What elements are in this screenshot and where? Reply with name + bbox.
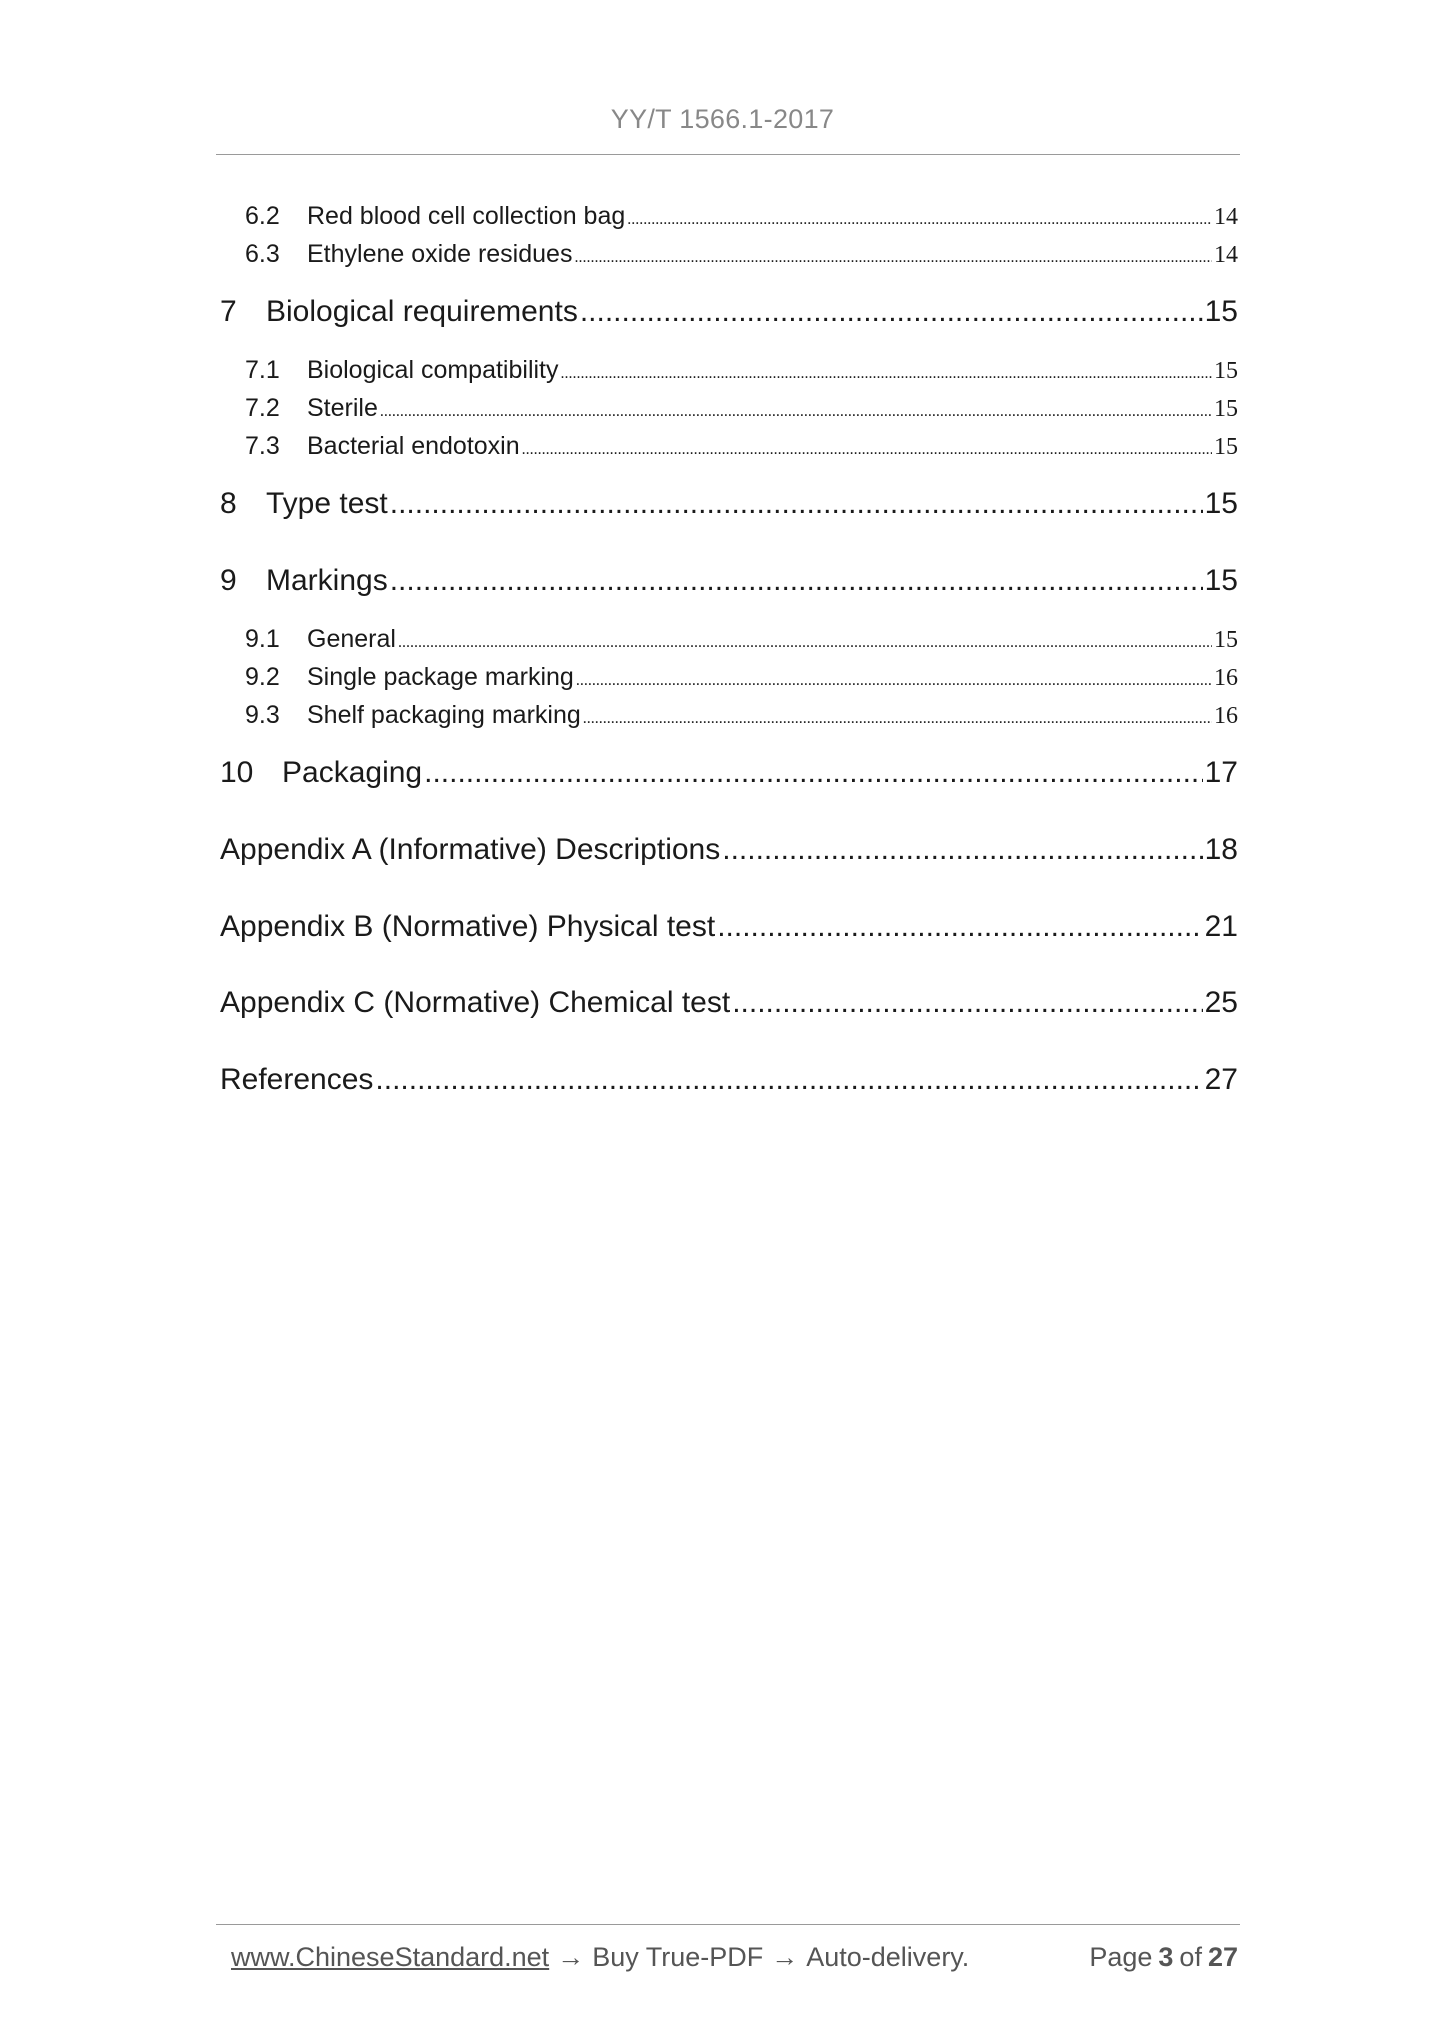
toc-entry-number: 9.2 — [245, 663, 280, 691]
toc-entry[interactable] — [220, 564, 1238, 598]
toc-entry-page: 15 — [1204, 295, 1238, 328]
page-total: 27 — [1207, 1942, 1238, 1972]
toc-entry-number: 7 — [220, 295, 237, 328]
toc-entry[interactable] — [245, 432, 1238, 461]
buy-pdf-text: Buy True-PDF — [592, 1942, 764, 1972]
toc-leader-dots — [732, 986, 1202, 1020]
toc-entry-number: 8 — [220, 487, 237, 520]
page-current: 3 — [1158, 1942, 1174, 1972]
toc-entry-number: 9.1 — [245, 625, 280, 653]
toc-entry-page: 17 — [1204, 756, 1238, 789]
arrow-right-icon: → — [557, 1942, 585, 1972]
toc-entry-label: Single package marking — [307, 663, 574, 691]
toc-leader-dots — [398, 625, 1212, 654]
toc-entry-label: Packaging — [282, 756, 423, 789]
toc-leader-dots — [375, 1063, 1202, 1097]
toc-entry-page: 15 — [1214, 396, 1238, 422]
toc-entry-label: Sterile — [307, 394, 378, 422]
toc-entry[interactable] — [245, 202, 1238, 231]
toc-entry-number: 7.1 — [245, 356, 280, 384]
footer-divider — [216, 1924, 1240, 1925]
toc-entry-label: Biological compatibility — [307, 356, 559, 384]
toc-entry[interactable] — [245, 240, 1238, 269]
toc-entry-label: General — [307, 625, 396, 653]
header-divider — [216, 154, 1240, 155]
toc-entry-label: Ethylene oxide residues — [307, 240, 573, 268]
toc-entry-label: Appendix B (Normative) Physical test — [220, 910, 716, 943]
toc-entry-label: Red blood cell collection bag — [307, 202, 626, 230]
toc-entry-page: 15 — [1204, 487, 1238, 520]
toc-entry[interactable] — [245, 625, 1238, 654]
toc-entry[interactable] — [220, 833, 1238, 867]
website-link[interactable]: www.ChineseStandard.net — [231, 1942, 550, 1972]
toc-entry-number: 9.3 — [245, 701, 280, 729]
toc-entry-page: 27 — [1204, 1063, 1238, 1096]
toc-leader-dots — [574, 240, 1212, 269]
page-word: Page — [1089, 1942, 1153, 1972]
toc-entry-page: 14 — [1214, 204, 1238, 230]
toc-leader-dots — [583, 701, 1212, 730]
toc-entry-page: 21 — [1204, 910, 1238, 943]
toc-entry-number: 7.3 — [245, 432, 280, 460]
toc-entry[interactable] — [245, 663, 1238, 692]
toc-entry-label: Bacterial endotoxin — [307, 432, 520, 460]
toc-leader-dots — [380, 394, 1212, 423]
toc-entry-number: 10 — [220, 756, 254, 789]
toc-leader-dots — [522, 432, 1212, 461]
document-code-header: YY/T 1566.1-2017 — [610, 104, 835, 134]
of-word: of — [1179, 1942, 1202, 1972]
toc-entry-page: 15 — [1214, 434, 1238, 460]
toc-entry-label: Appendix A (Informative) Descriptions — [220, 833, 721, 866]
page-indicator — [1083, 1942, 1238, 1973]
toc-leader-dots — [424, 756, 1203, 790]
toc-entry[interactable] — [220, 487, 1238, 521]
toc-entry-number: 6.3 — [245, 240, 280, 268]
toc-entry-page: 15 — [1204, 564, 1238, 597]
toc-leader-dots — [717, 910, 1202, 944]
toc-entry[interactable] — [245, 701, 1238, 730]
toc-entry[interactable] — [220, 756, 1238, 790]
toc-entry-number: 6.2 — [245, 202, 280, 230]
toc-entry[interactable] — [245, 394, 1238, 423]
toc-entry-page: 25 — [1204, 986, 1238, 1019]
toc-entry-label: Type test — [266, 487, 388, 520]
toc-entry[interactable] — [220, 1063, 1238, 1097]
toc-entry[interactable] — [220, 910, 1238, 944]
toc-entry-number: 7.2 — [245, 394, 280, 422]
toc-entry-label: References — [220, 1063, 374, 1096]
toc-leader-dots — [561, 356, 1212, 385]
auto-delivery-text: Auto-delivery. — [806, 1942, 970, 1972]
toc-entry-page: 14 — [1214, 242, 1238, 268]
toc-leader-dots — [390, 487, 1203, 521]
toc-entry-label: Biological requirements — [266, 295, 578, 328]
toc-entry[interactable] — [245, 356, 1238, 385]
toc-entry[interactable] — [220, 295, 1238, 329]
toc-entry-page: 16 — [1214, 703, 1238, 729]
toc-entry-number: 9 — [220, 564, 237, 597]
toc-leader-dots — [580, 295, 1203, 329]
toc-leader-dots — [627, 202, 1212, 231]
toc-leader-dots — [390, 564, 1203, 598]
toc-entry-label: Appendix C (Normative) Chemical test — [220, 986, 731, 1019]
toc-entry-label: Markings — [266, 564, 388, 597]
arrow-right-icon: → — [771, 1942, 799, 1972]
toc-entry[interactable] — [220, 986, 1238, 1020]
toc-entry-label: Shelf packaging marking — [307, 701, 581, 729]
toc-entry-page: 16 — [1214, 665, 1238, 691]
toc-leader-dots — [722, 833, 1202, 867]
toc-entry-page: 18 — [1204, 833, 1238, 866]
toc-entry-page: 15 — [1214, 627, 1238, 653]
toc-entry-page: 15 — [1214, 358, 1238, 384]
toc-leader-dots — [576, 663, 1212, 692]
page-footer — [231, 1942, 1238, 1973]
